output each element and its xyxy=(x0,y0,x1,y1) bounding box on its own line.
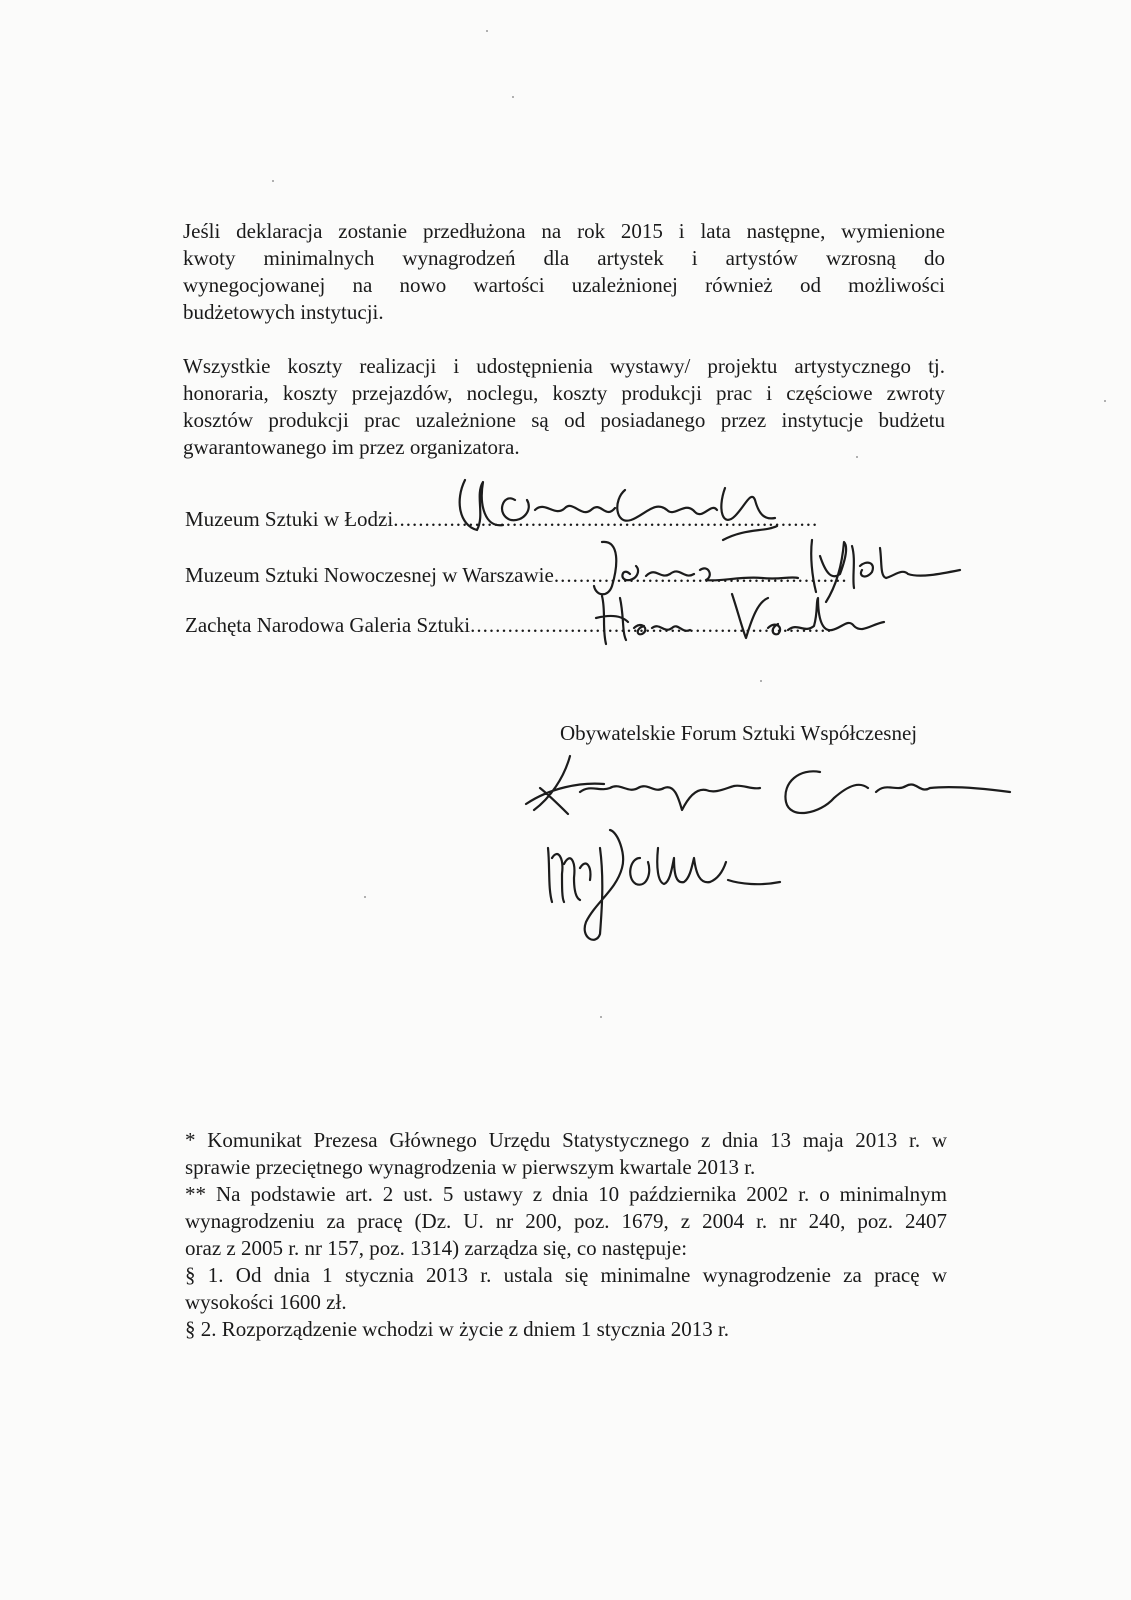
footnote-line: § 2. Rozporządzenie wchodzi w życie z dniem 1 stycznia 2013 r. xyxy=(185,1317,730,1341)
scan-speck xyxy=(760,680,762,682)
text-line: kosztów produkcji prac uzależnione są od posiadanego przez instytucje budżetu xyxy=(183,408,945,432)
signature-zacheta xyxy=(592,588,892,648)
signatory-name: Zachęta Narodowa Galeria Sztuki xyxy=(185,613,471,637)
text-line: wynegocjowanej na nowo wartości uzależnionej również od możliwości xyxy=(183,273,945,297)
scan-speck xyxy=(600,1016,602,1018)
forum-name: Obywatelskie Forum Sztuki Współczesnej xyxy=(560,721,918,745)
signatory-name: Muzeum Sztuki Nowoczesnej w Warszawie xyxy=(185,563,554,587)
signature-forum-2 xyxy=(540,818,800,948)
footnote-line: * Komunikat Prezesa Głównego Urzędu Statystycznego z dnia 13 maja 2013 r. w xyxy=(185,1128,947,1152)
footnote-line: oraz z 2005 r. nr 157, poz. 1314) zarządza się, co następuje: xyxy=(185,1236,688,1260)
scan-speck xyxy=(1104,400,1106,402)
signature-dotted-line: ............................................... xyxy=(553,563,848,587)
footnote-line: § 1. Od dnia 1 stycznia 2013 r. ustala się minimalne wynagrodzenie za pracę w xyxy=(185,1263,947,1287)
text-line: Wszystkie koszty realizacji i udostępnienia wystawy/ projektu artystycznego tj. xyxy=(183,354,945,378)
text-line: Jeśli deklaracja zostanie przedłużona na rok 2015 i lata następne, wymienione xyxy=(183,219,945,243)
text-line: kwoty minimalnych wynagrodzeń dla artystek i artystów wzrosną do xyxy=(183,246,945,270)
paragraph-extension xyxy=(183,218,945,326)
text-line: budżetowych instytucji. xyxy=(183,300,384,324)
footnotes xyxy=(185,1127,947,1343)
text-line: honoraria, koszty przejazdów, noclegu, koszty produkcji prac i częściowe zwroty xyxy=(183,381,945,405)
paragraph-costs xyxy=(183,353,945,461)
scan-speck xyxy=(512,96,514,98)
scan-speck xyxy=(272,180,274,182)
footnote-line: wysokości 1600 zł. xyxy=(185,1290,347,1314)
scan-speck xyxy=(364,896,366,898)
signature-dotted-line: .......................................................... xyxy=(470,613,833,637)
signature-dotted-line: .................................................................... xyxy=(393,507,819,531)
footnote-line: ** Na podstawie art. 2 ust. 5 ustawy z dnia 10 października 2002 r. o minimalnym xyxy=(185,1182,947,1206)
scan-speck xyxy=(486,30,488,32)
scan-speck xyxy=(856,456,858,458)
text-line: gwarantowanego im przez organizatora. xyxy=(183,435,520,459)
signatory-name: Muzeum Sztuki w Łodzi xyxy=(185,507,394,531)
footnote-line: wynagrodzeniu za pracę (Dz. U. nr 200, poz. 1679, z 2004 r. nr 240, poz. 2407 xyxy=(185,1209,947,1233)
footnote-line: sprawie przeciętnego wynagrodzenia w pierwszym kwartale 2013 r. xyxy=(185,1155,756,1179)
signature-forum-1 xyxy=(520,748,1020,828)
